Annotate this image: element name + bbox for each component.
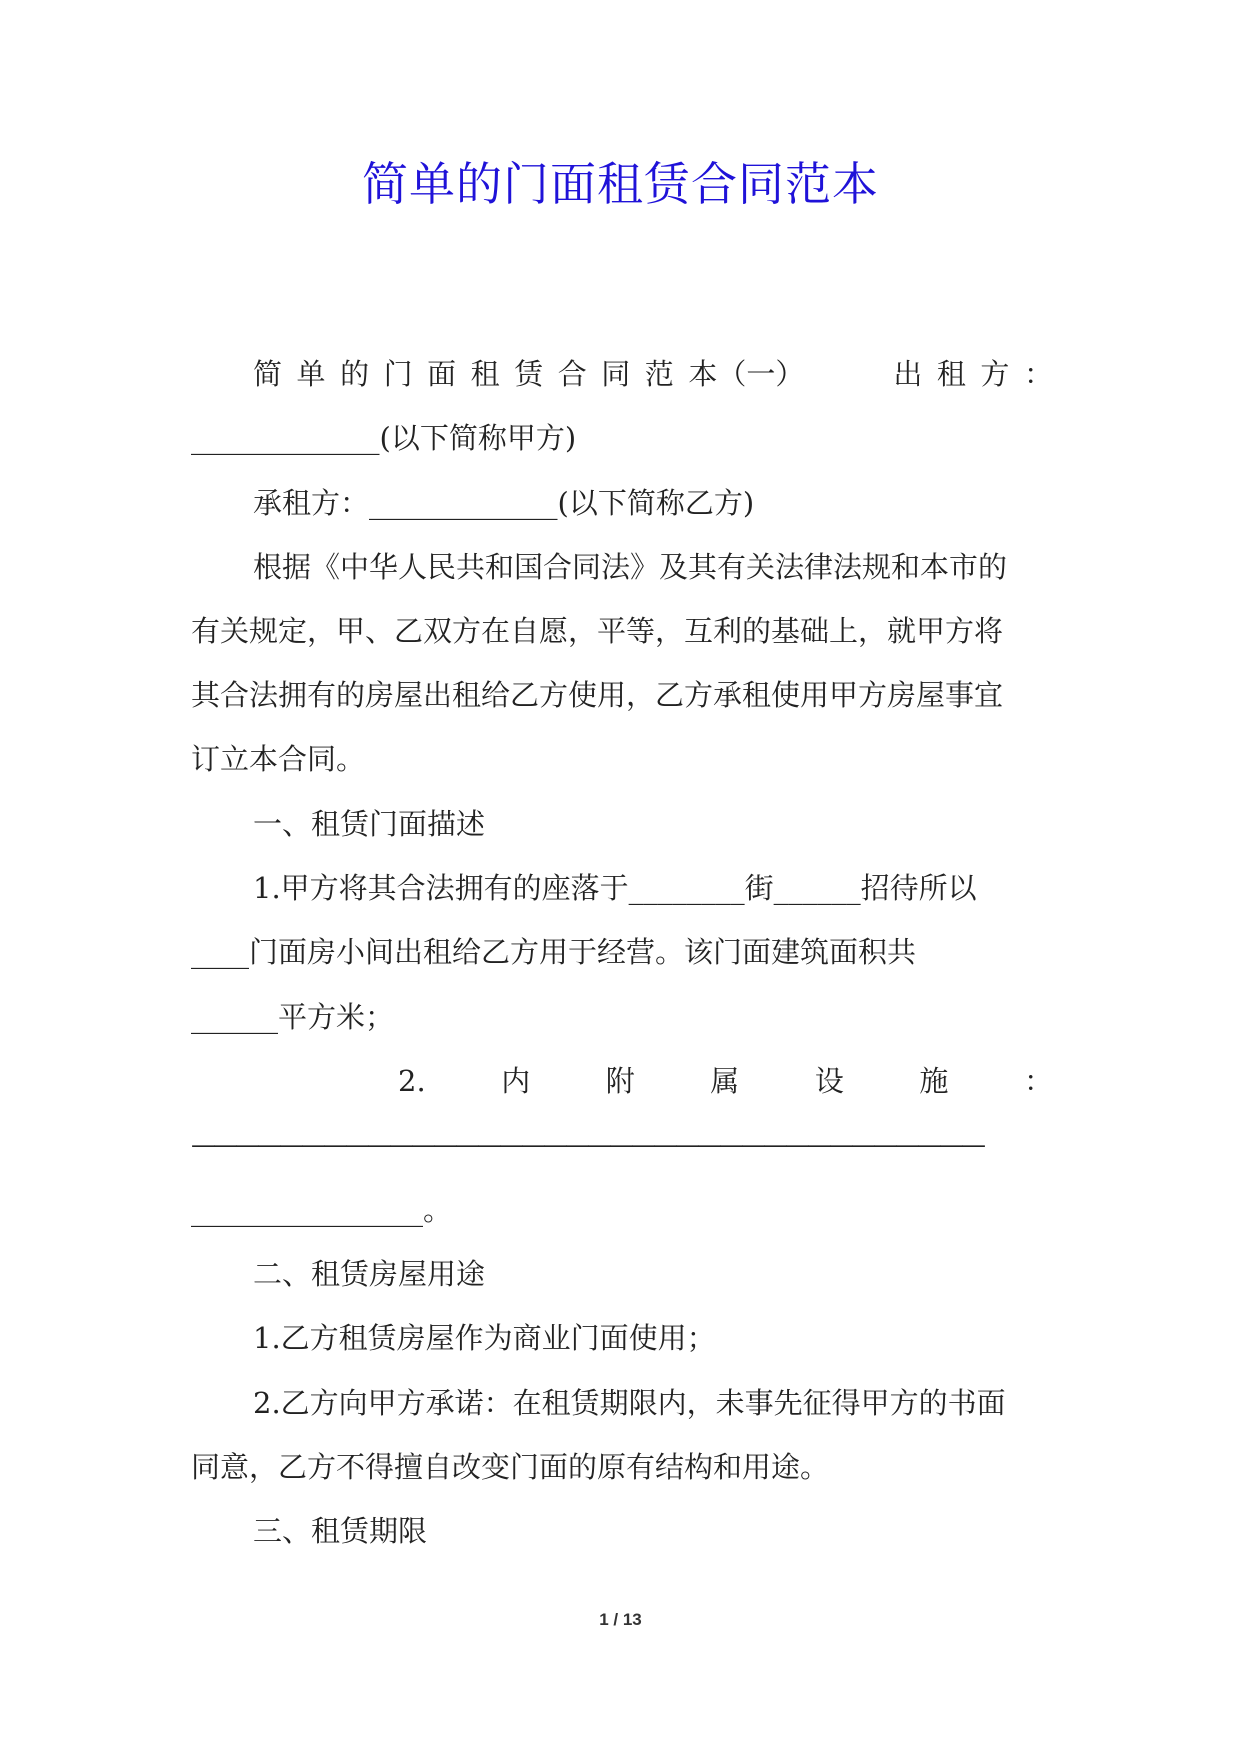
char: 范 — [644, 357, 674, 391]
spacer — [819, 350, 879, 398]
text-line: ______平方米； — [191, 1000, 395, 1034]
char: 方 — [980, 357, 1010, 391]
facilities-line — [191, 1057, 1053, 1105]
page-number: 1 / 13 — [599, 1610, 642, 1629]
char: ： — [1023, 357, 1053, 391]
char: 租 — [936, 357, 966, 391]
char: 门 — [383, 357, 413, 391]
char: 施 — [919, 1064, 949, 1098]
text-line: ________________。 — [191, 1193, 453, 1227]
document-title: 简单的门面租赁合同范本 — [362, 157, 879, 211]
char: 合 — [557, 357, 587, 391]
char: 属 — [710, 1064, 740, 1098]
text-line: _____________(以下简称甲方) — [191, 421, 577, 455]
char: 出 — [893, 357, 923, 391]
text-line: ____门面房小间出租给乙方用于经营。该门面建筑面积共 — [191, 935, 917, 969]
char: 内 — [501, 1064, 531, 1098]
text-line: 1.甲方将其合法拥有的座落于________街______招待所以 — [253, 871, 977, 905]
char: 本（一） — [688, 357, 805, 391]
text-line: 有关规定，甲、乙双方在自愿，平等，互利的基础上，就甲方将 — [191, 614, 1004, 648]
section-heading: 二、租赁房屋用途 — [253, 1257, 486, 1291]
text-line: 2.乙方向甲方承诺：在租赁期限内，未事先征得甲方的书面 — [253, 1386, 1006, 1420]
text-line: 其合法拥有的房屋出租给乙方使用，乙方承租使用甲方房屋事宜 — [191, 678, 1004, 712]
intro-line-parties — [191, 350, 1053, 398]
text-line: 1.乙方租赁房屋作为商业门面使用； — [253, 1321, 716, 1355]
text-line: 承租方：_____________(以下简称乙方) — [253, 486, 755, 520]
section-heading: 三、租赁期限 — [253, 1514, 428, 1548]
char: ： — [1023, 1064, 1053, 1098]
char: 2. — [398, 1064, 426, 1098]
char: 赁 — [514, 357, 544, 391]
text-line: 同意，乙方不得擅自改变门面的原有结构和用途。 — [191, 1450, 830, 1484]
text-line: 订立本合同。 — [191, 742, 366, 776]
char: 租 — [470, 357, 500, 391]
char: 面 — [427, 357, 457, 391]
char: 的 — [340, 357, 370, 391]
char: 同 — [601, 357, 631, 391]
blank-fill-line: ———————————————————————————————————— — [191, 1130, 983, 1159]
char: 附 — [605, 1064, 635, 1098]
section-heading: 一、租赁门面描述 — [253, 807, 486, 841]
char: 单 — [296, 357, 326, 391]
char: 设 — [814, 1064, 844, 1098]
char: 简 — [253, 357, 283, 391]
text-line: 根据《中华人民共和国合同法》及其有关法律法规和本市的 — [253, 550, 1008, 584]
